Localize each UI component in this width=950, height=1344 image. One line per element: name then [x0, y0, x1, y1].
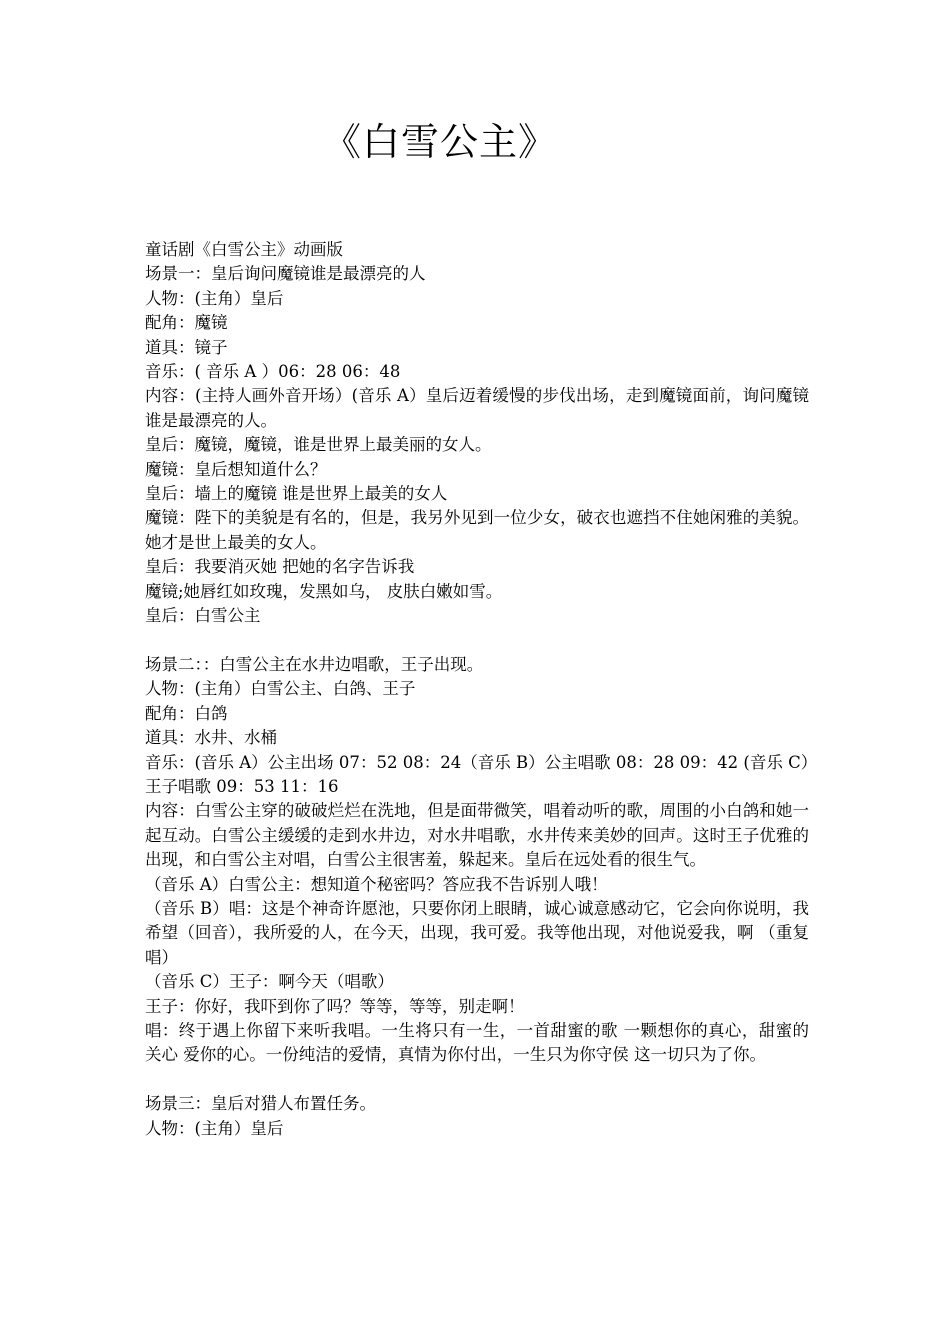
paragraph-gap: [145, 1068, 809, 1092]
subtitle: 童话剧《白雪公主》动画版: [145, 240, 343, 259]
scene1-content: 内容：(主持人画外音开场）(音乐 A）皇后迈着缓慢的步伐出场，走到魔镜面前，询问魔镜谁是最漂亮的人。: [145, 386, 809, 430]
scene3-characters: 人物：(主角）皇后: [145, 1118, 284, 1138]
page-title: 《白雪公主》: [322, 120, 557, 164]
paragraph-gap: [145, 629, 809, 653]
scene1-characters: 人物：(主角）皇后: [145, 288, 284, 308]
scene1-dialogue-line: 魔镜：陛下的美貌是有名的，但是，我另外见到一位少女，破衣也遮挡不住她闲雅的美貌。她才是世上最美的女人。: [145, 508, 809, 552]
scene1-dialogue-line: 皇后：白雪公主: [145, 606, 261, 626]
scene3-heading: 场景三：皇后对猎人布置任务。: [145, 1094, 376, 1114]
scene2-dialogue-line: （音乐 A）白雪公主：想知道个秘密吗？答应我不告诉别人哦！: [145, 874, 608, 894]
scene2-music: 音乐：(音乐 A）公主出场 07：52 08：24（音乐 B）公主唱歌 08：28 09：42 (音乐 C）王子唱歌 09：53 11：16: [145, 752, 809, 796]
scene2-characters: 人物：(主角）白雪公主、白鸽、王子: [145, 679, 416, 699]
scene1-dialogue-line: 魔镜：皇后想知道什么？: [145, 459, 327, 479]
scene1-music: 音乐：( 音乐 A ）06：28 06：48: [145, 362, 401, 382]
scene2-supporting: 配角：白鸽: [145, 703, 228, 723]
scene2-dialogue-line: 唱：终于遇上你留下来听我唱。一生将只有一生，一首甜蜜的歌 一颗想你的真心，甜蜜的关心 爱你的心。一份纯洁的爱情，真情为你付出，一生只为你守侯 这一切只为了你。: [145, 1020, 809, 1065]
scene2-content: 内容：白雪公主穿的破破烂烂在洗地，但是面带微笑，唱着动听的歌，周围的小白鸽和她一起互动。白雪公主缓缓的走到水井边，对水井唱歌，水井传来美妙的回声。这时王子优雅的出现，和白雪公主对唱，白雪公主很害羞，躲起来。皇后在远处看的很生气。: [145, 801, 809, 870]
scene2-dialogue-line: （音乐 C）王子：啊今天（唱歌）: [145, 972, 394, 992]
scene1-props: 道具：镜子: [145, 337, 228, 357]
document-body: [145, 238, 809, 1141]
scene1-dialogue-line: 皇后：魔镜，魔镜，谁是世界上最美丽的女人。: [145, 435, 492, 455]
scene1-dialogue-line: 皇后：墙上的魔镜 谁是世界上最美的女人: [145, 484, 448, 504]
scene1-heading: 场景一：皇后询问魔镜谁是最漂亮的人: [145, 264, 426, 284]
scene2-heading: 场景二：：白雪公主在水井边唱歌，王子出现。: [145, 654, 484, 674]
scene1-dialogue-line: 皇后：我要消灭她 把她的名字告诉我: [145, 557, 415, 577]
scene2-dialogue-line: （音乐 B）唱：这是个神奇许愿池，只要你闭上眼睛，诚心诚意感动它，它会向你说明，我希望（回音），我所爱的人，在今天，出现，我可爱。我等他出现，对他说爱我，啊 （重复唱）: [145, 898, 809, 967]
scene2-props: 道具：水井、水桶: [145, 728, 277, 748]
scene2-dialogue-line: 王子：你好，我吓到你了吗？等等，等等，别走啊！: [145, 996, 525, 1016]
scene1-dialogue-line: 魔镜;她唇红如玫瑰，发黑如乌， 皮肤白嫩如雪。: [145, 581, 503, 601]
scene1-supporting: 配角：魔镜: [145, 313, 228, 333]
